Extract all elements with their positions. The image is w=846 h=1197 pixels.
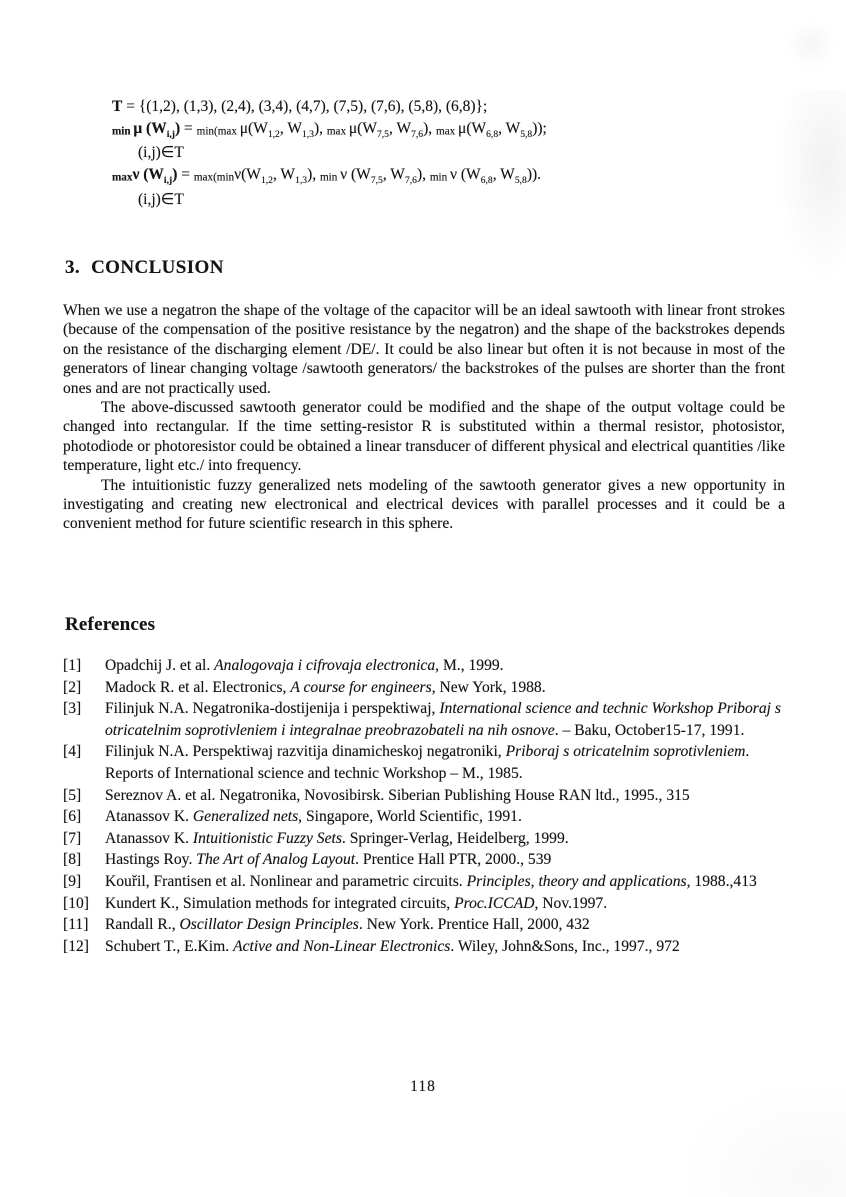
reference-label: [11] — [63, 916, 89, 934]
reference-item — [63, 698, 790, 741]
reference-text: Kouřil, Frantisen et al. Nonlinear and parametric circuits. Principles, theory and applications, 1988.,413 — [105, 872, 757, 890]
scan-noise — [686, 1087, 846, 1197]
reference-item — [63, 893, 790, 915]
formula-line-t: T = {(1,2), (1,3), (2,4), (3,4), (4,7), (7,5), (7,6), (5,8), (6,8)}; — [112, 98, 488, 115]
reference-text: Atanassov K. Intuitionistic Fuzzy Sets. Springer-Verlag, Heidelberg, 1999. — [105, 829, 569, 847]
reference-text: Randall R., Oscillator Design Principles. New York. Prentice Hall, 2000, 432 — [105, 916, 590, 934]
reference-item — [63, 655, 790, 677]
references-heading: References — [65, 614, 156, 635]
references-list — [63, 655, 790, 957]
reference-text: Schubert T., E.Kim. Active and Non-Linear Electronics. Wiley, John&Sons, Inc., 1997., 972 — [105, 937, 680, 955]
reference-text: Opadchij J. et al. Analogovaja i cifrovaja electronica, M., 1999. — [105, 657, 504, 674]
conclusion-paragraph: When we use a negatron the shape of the voltage of the capacitor will be an ideal sawtooth with linear front strokes (because of the compensation of the positive resistance by the negatron) and the shape of the backstrokes depends on the resistance of the discharging element /DE/. It could be also linear but often it is not because in most of the generators of linear changing voltage /sawtooth generators/ the backstrokes of the pulses are shorter than the front ones and are not practically used. — [63, 302, 785, 397]
reference-label: [3] — [63, 700, 82, 718]
reference-label: [8] — [63, 851, 82, 869]
conclusion-paragraph: The above-discussed sawtooth generator could be modified and the shape of the output voltage could be changed into rectangular. If the time setting-resistor R is substituted within a thermal resistor, photosistor, photodiode or photoresistor could be obtained a linear transducer of different physical and electrical quantities /like temperature, light etc./ into frequency. — [63, 399, 785, 475]
scan-noise — [786, 20, 836, 70]
reference-label: [1] — [63, 657, 82, 674]
formula-line-nu: maxν $(W_{i,j}) = \max(\min\nu(W_{1,2}$, $W_{1,3}$), min ν ($W_{7,5}$, $W_{7,6}$), min ν ($W_{6,8}$, $W_{5,8}$)). — [112, 166, 542, 187]
reference-label: [7] — [63, 829, 82, 847]
conclusion-paragraph: The intuitionistic fuzzy generalized nets modeling of the sawtooth generator gives a new opportunity in investigating and creating new electronical and electrical devices with parallel processes and it could be a convenient method for future scientific research in this sphere. — [63, 476, 785, 533]
reference-label: [5] — [63, 786, 82, 804]
reference-label: [9] — [63, 872, 82, 890]
reference-item — [63, 936, 790, 958]
conclusion-body — [63, 301, 785, 534]
reference-label: [2] — [63, 678, 82, 696]
reference-item — [63, 849, 790, 871]
conclusion-heading — [65, 257, 224, 279]
conclusion-heading-number: 3. — [65, 257, 81, 278]
formula-condition-mu: (i,j)∈T — [138, 144, 184, 162]
reference-text: Filinjuk N.A. Negatronika-dostijenija i perspektiwaj, International science and technic Workshop Priboraj s otricatelnim soprotivleniem i integralnae preobrazobateli na nih osnove. – Baku, October15-17, 1991. — [105, 700, 781, 739]
reference-label: [12] — [63, 937, 89, 955]
conclusion-heading-text: CONCLUSION — [91, 257, 224, 278]
reference-item — [63, 677, 790, 699]
reference-item — [63, 828, 790, 850]
reference-label: [10] — [63, 894, 89, 912]
reference-label: [4] — [63, 743, 82, 761]
reference-item — [63, 914, 790, 936]
reference-label: [6] — [63, 808, 82, 826]
reference-text: Kundert K., Simulation methods for integrated circuits, Proc.ICCAD, Nov.1997. — [105, 894, 608, 912]
reference-text: Filinjuk N.A. Perspektiwaj razvitija dinamicheskoj negatroniki, Priboraj s otricatelnim soprotivleniem. Reports of International science and technic Workshop – M., 1985. — [105, 743, 750, 782]
formula-condition-nu: (i,j)∈T — [138, 190, 184, 208]
reference-item — [63, 741, 790, 784]
reference-item — [63, 806, 790, 828]
reference-text: Madock R. et al. Electronics, A course for engineers, New York, 1988. — [105, 678, 546, 696]
formula-line-mu: min μ $(W_{i,j}) = \min(\max$ $\mu(W_{1,2}$, $W_{1,3}$), $\max \mu(W_{7,5}$, $W_{7,6}$), $\max \mu(W_{6,8}$, $W_{5,8}$)); — [112, 120, 547, 141]
reference-item — [63, 871, 790, 893]
reference-text: Atanassov K. Generalized nets, Singapore, World Scientific, 1991. — [105, 808, 522, 826]
reference-text: Hastings Roy. The Art of Analog Layout. Prentice Hall PTR, 2000., 539 — [105, 851, 552, 869]
formula-block — [112, 96, 796, 211]
page-number: 118 — [410, 1078, 436, 1095]
reference-item — [63, 785, 790, 807]
reference-text: Sereznov A. et al. Negatronika, Novosibirsk. Siberian Publishing House RAN ltd., 1995., 315 — [105, 786, 690, 804]
